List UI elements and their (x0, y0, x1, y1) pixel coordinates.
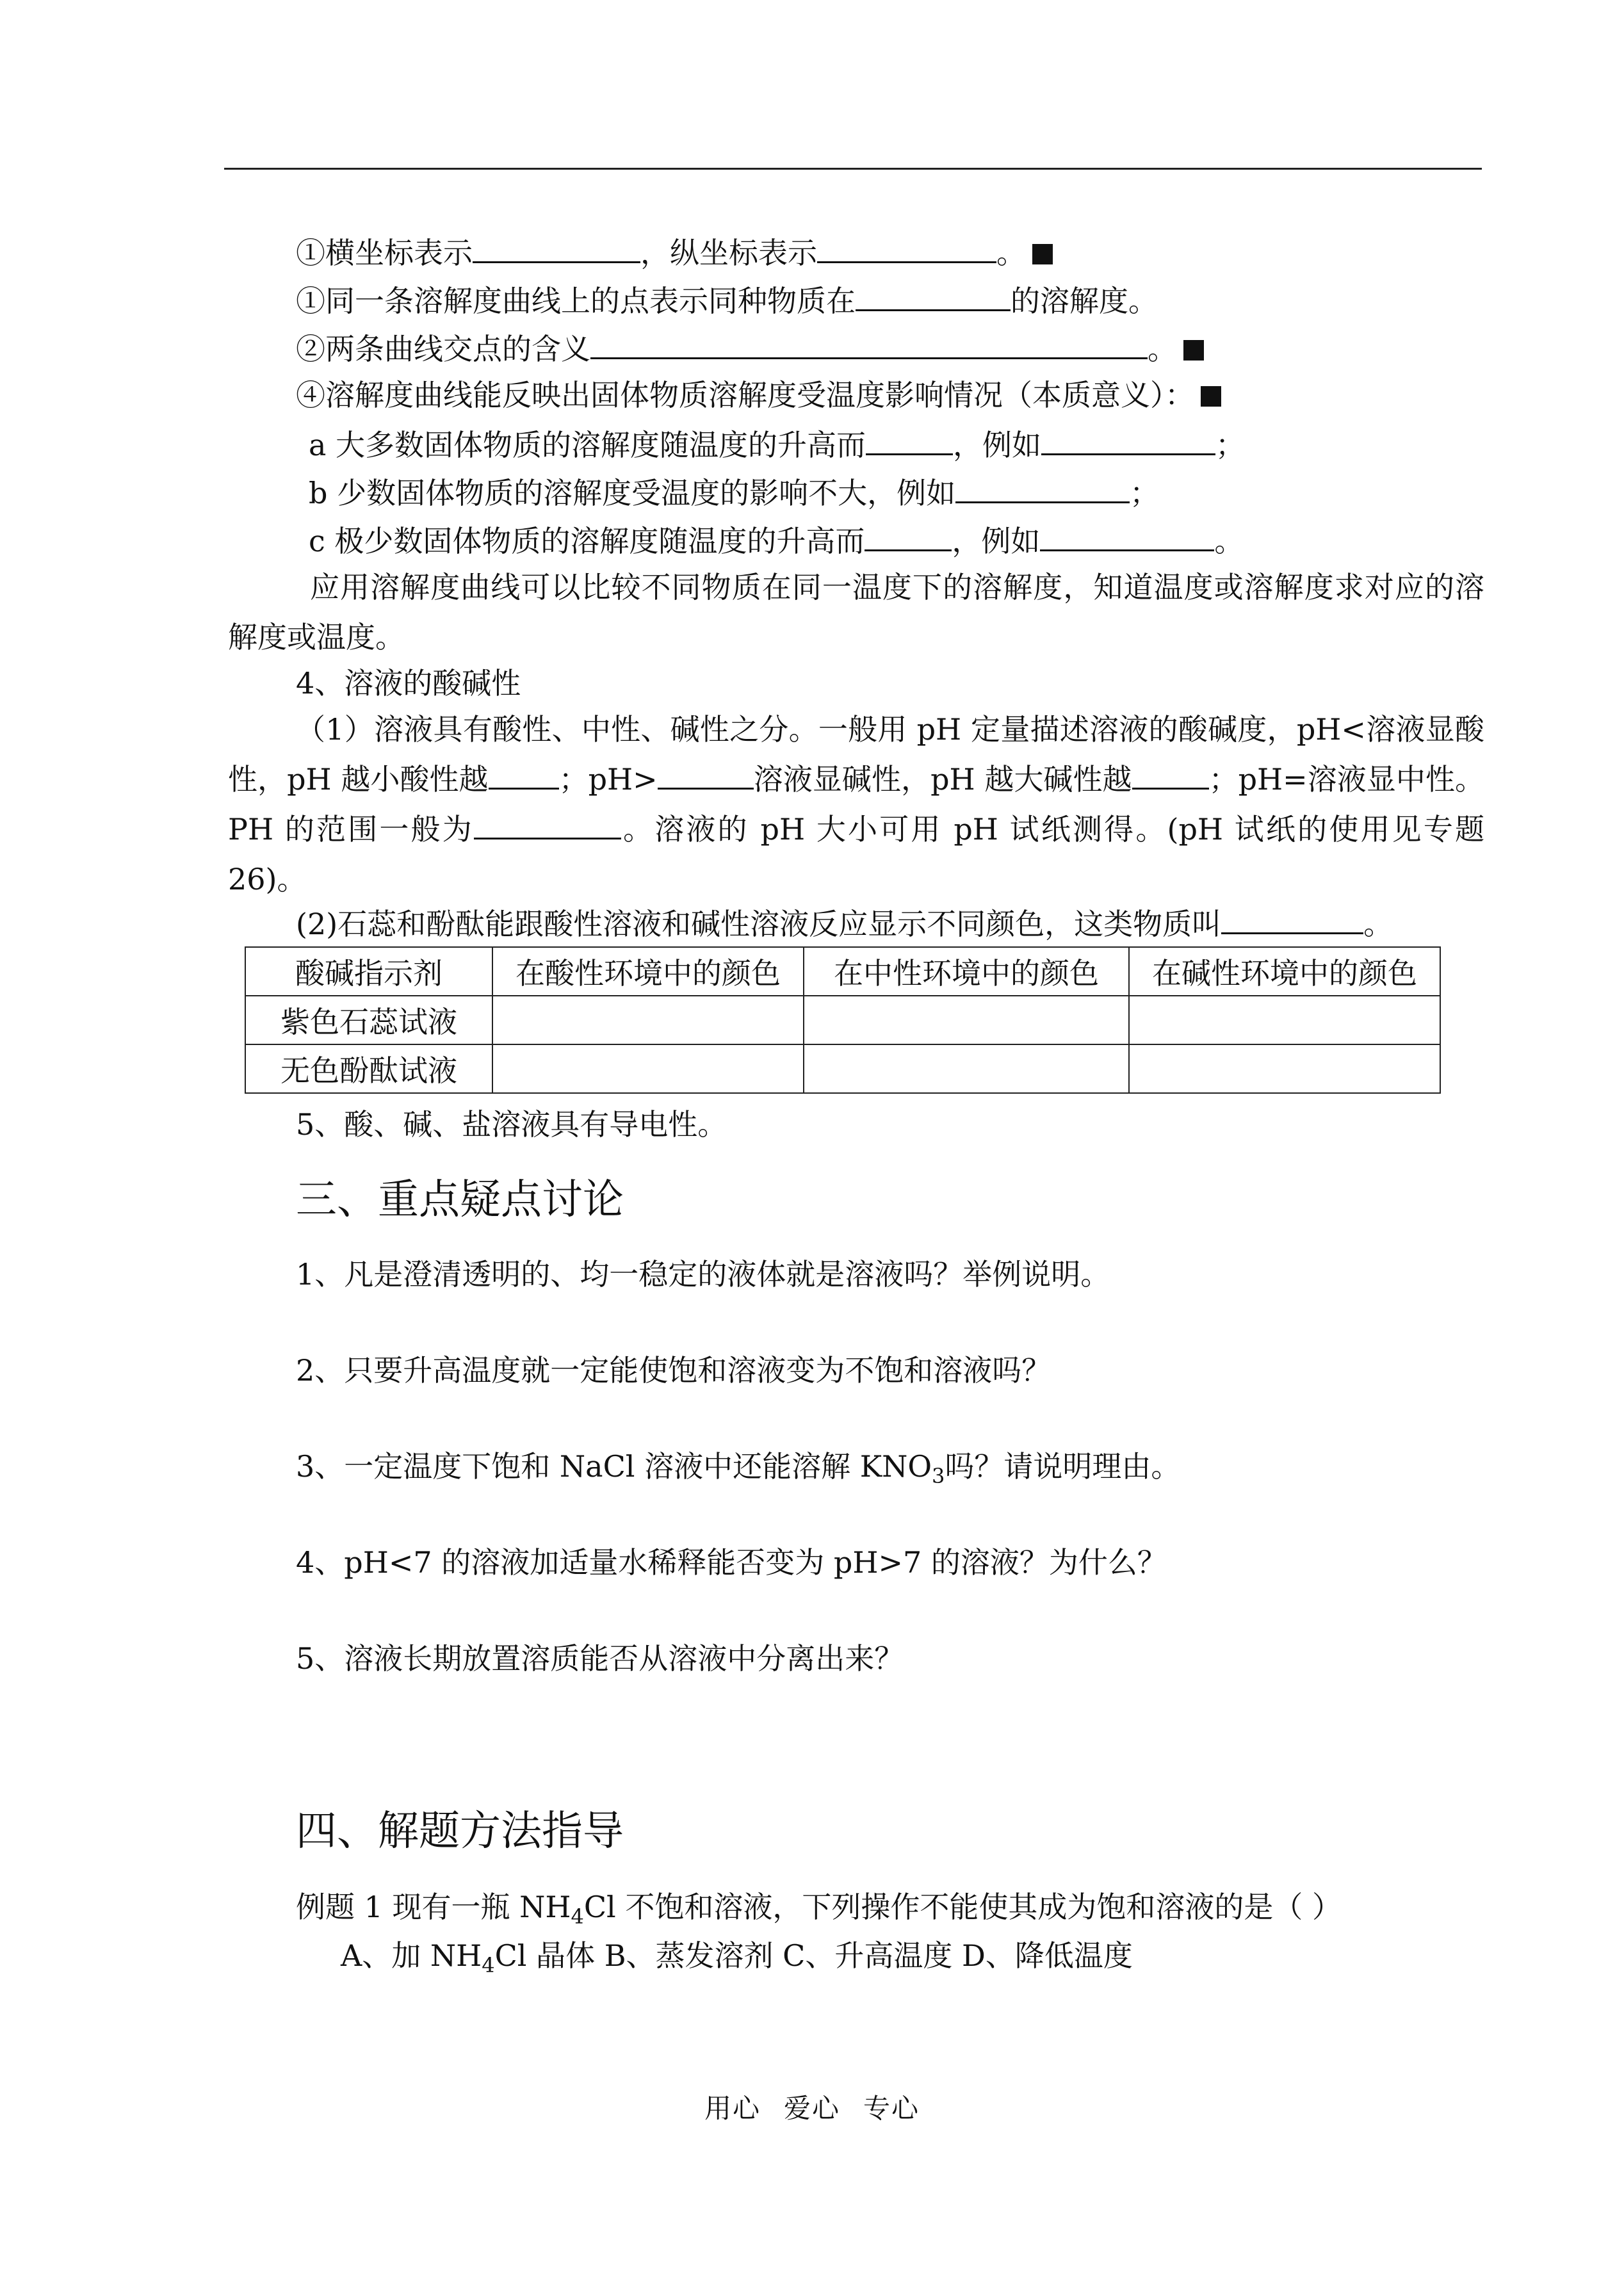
section-title-method: 四、解题方法指导 (296, 1808, 624, 1855)
page-footer: 用心 爱心 专心 (704, 2093, 920, 2124)
table-header-cell: 在中性环境中的颜色 (804, 947, 1129, 996)
table-cell[interactable] (1129, 1044, 1440, 1093)
line-curve-essence: ④溶解度曲线能反映出固体物质溶解度受温度影响情况（本质意义）： (296, 376, 1221, 414)
table-row (245, 1044, 1440, 1093)
paragraph-indicator: (2)石蕊和酚酞能跟酸性溶液和碱性溶液反应显示不同颜色，这类物质叫 。 (296, 903, 1393, 943)
answer-blank[interactable] (1041, 424, 1215, 455)
answer-blank[interactable] (866, 424, 953, 455)
table-cell[interactable] (492, 996, 804, 1044)
answer-blank[interactable] (473, 232, 640, 263)
black-square-marker (1201, 386, 1221, 407)
line-item-c: c 极少数固体物质的溶解度随温度的升高而 ，例如 。 (309, 520, 1244, 560)
answer-blank[interactable] (474, 808, 621, 839)
black-square-marker (1032, 244, 1053, 264)
table-row (245, 996, 1440, 1044)
table-cell[interactable] (804, 1044, 1129, 1093)
line-curve-point: ①同一条溶解度曲线上的点表示同种物质在 的溶解度。 (296, 280, 1158, 320)
example-1-options: A、加 $NH_4Cl$ 晶体 B、蒸发溶剂 C、升高温度 D、降低温度 (341, 1938, 1133, 1977)
paragraph-ph: （1）溶液具有酸性、中性、碱性之分。一般用 pH 定量描述溶液的酸碱度，pH<溶液显酸性，pH 越小酸性越 ；pH> 溶液显碱性，pH 越大碱性越 ；pH=溶液显中性。PH 的范围一般为 。溶液的 pH 大小可用 pH 试纸测得。(pH 试纸的使用见专题 26)。 (228, 712, 1485, 896)
table-header-cell: 在酸性环境中的颜色 (492, 947, 804, 996)
question-1: 1、凡是澄清透明的、均一稳定的液体就是溶液吗？举例说明。 (296, 1257, 1110, 1292)
item-conductivity: 5、酸、碱、盐溶液具有导电性。 (296, 1107, 727, 1142)
answer-blank[interactable] (1221, 903, 1363, 934)
question-4: 4、pH<7 的溶液加适量水稀释能否变为 pH>7 的溶液？为什么？ (296, 1545, 1167, 1580)
table-cell[interactable] (1129, 996, 1440, 1044)
question-5: 5、溶液长期放置溶质能否从溶液中分离出来？ (296, 1641, 904, 1676)
table-header-cell: 在碱性环境中的颜色 (1129, 947, 1440, 996)
answer-blank[interactable] (817, 232, 996, 263)
table-header-row (245, 947, 1440, 996)
paragraph-apply-curve: 应用溶解度曲线可以比较不同物质在同一温度下的溶解度，知道温度或溶解度求对应的溶解度或温度。 (228, 570, 1484, 654)
answer-blank[interactable] (590, 328, 1148, 359)
answer-blank[interactable] (1132, 758, 1209, 790)
subheading-acid-base: 4、溶液的酸碱性 (296, 666, 521, 701)
table-cell: 无色酚酞试液 (245, 1044, 492, 1093)
example-1: 例题 1 现有一瓶 $NH_4Cl$ 不饱和溶液，下列操作不能使其成为饱和溶液的是（ ） (296, 1890, 1342, 1929)
line-item-b: b 少数固体物质的溶解度受温度的影响不大，例如 ； (309, 472, 1159, 512)
table-cell[interactable] (804, 996, 1129, 1044)
answer-blank[interactable] (955, 472, 1130, 503)
black-square-marker (1183, 340, 1204, 361)
table-cell[interactable] (492, 1044, 804, 1093)
answer-blank[interactable] (658, 758, 754, 790)
table-header-cell: 酸碱指示剂 (245, 947, 492, 996)
answer-blank[interactable] (1040, 520, 1214, 551)
answer-blank[interactable] (865, 520, 952, 551)
line-intersection: ②两条曲线交点的含义 。 (296, 328, 1204, 368)
section-title-discussion: 三、重点疑点讨论 (296, 1176, 624, 1224)
answer-blank[interactable] (489, 758, 559, 790)
header-rule (224, 168, 1482, 170)
line-item-a: a 大多数固体物质的溶解度随温度的升高而 ，例如 ； (309, 424, 1245, 464)
question-3: 3、一定温度下饱和 NaCl 溶液中还能溶解 $KNO_3$吗？请说明理由。 (296, 1449, 1181, 1488)
line-axis-meaning: ①横坐标表示 ，纵坐标表示 。 (296, 232, 1053, 272)
question-2: 2、只要升高温度就一定能使饱和溶液变为不饱和溶液吗？ (296, 1353, 1052, 1388)
indicator-table (245, 946, 1441, 1094)
table-cell: 紫色石蕊试液 (245, 996, 492, 1044)
answer-blank[interactable] (856, 280, 1011, 311)
